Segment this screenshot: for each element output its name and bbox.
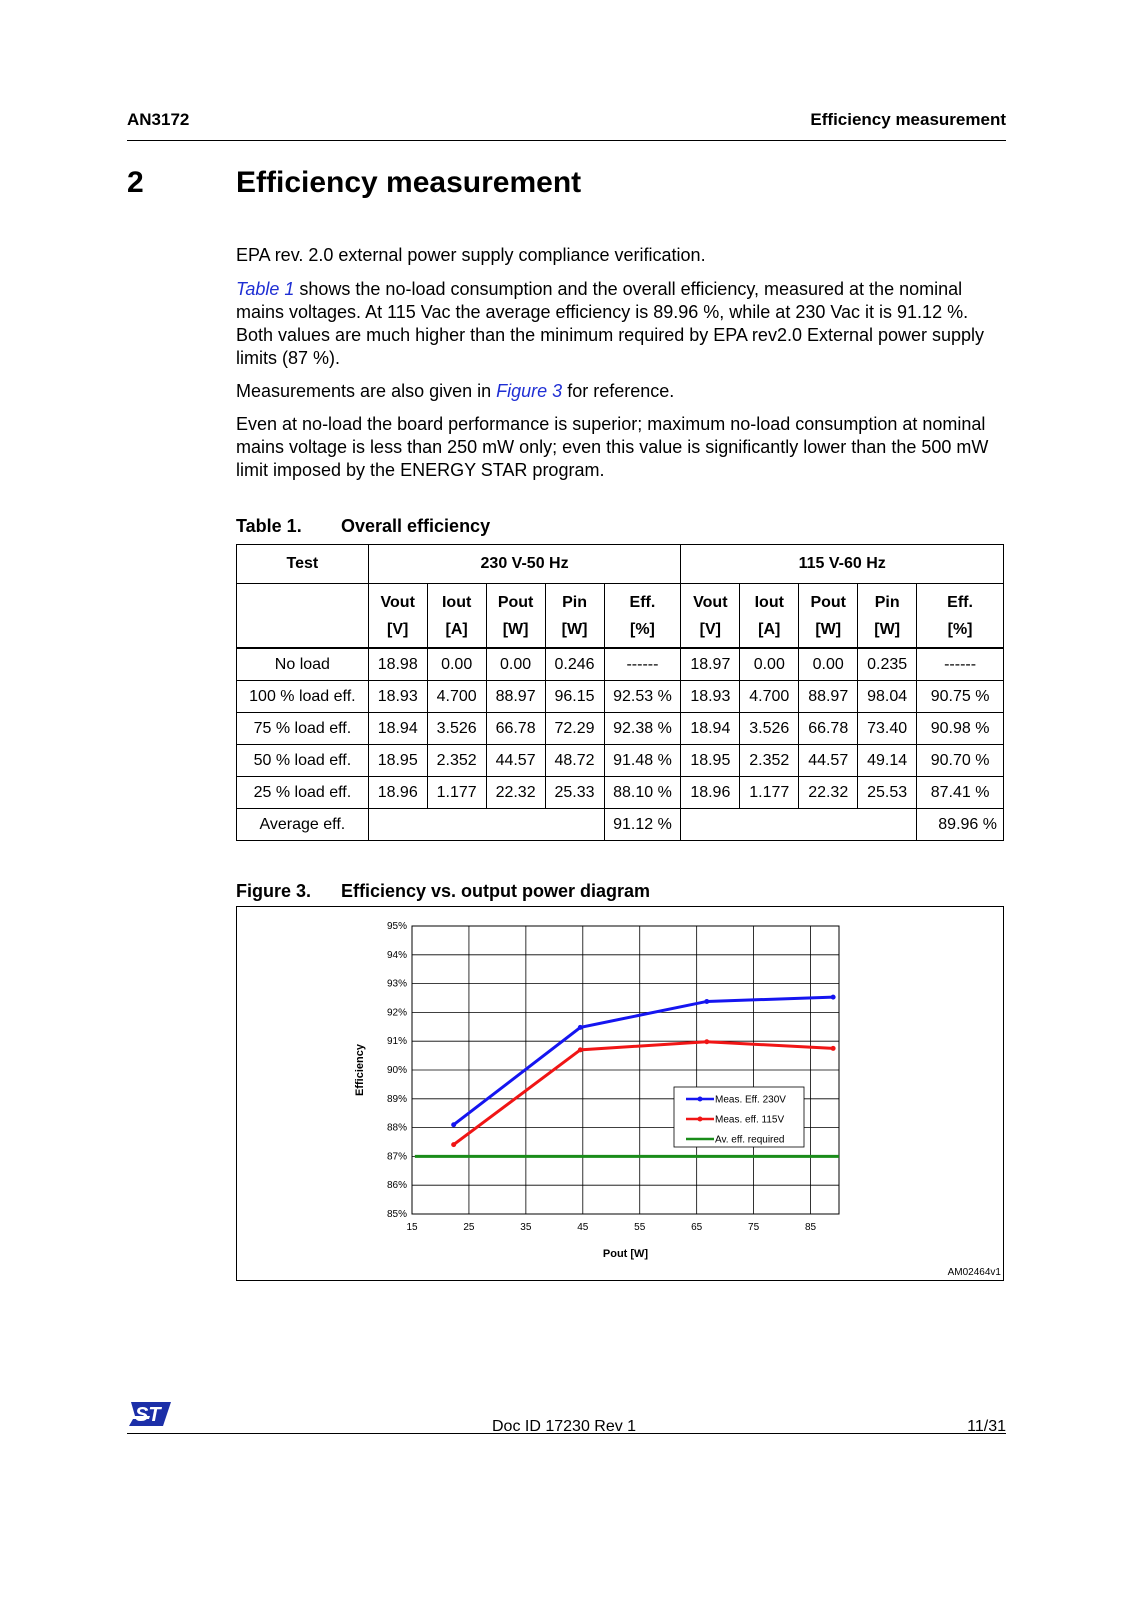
svg-text:ST: ST (135, 1404, 161, 1426)
table-cell: 92.53 % (604, 681, 681, 713)
th-vout-115: Vout [V] (681, 584, 740, 649)
th-test: Test (237, 545, 369, 584)
y-tick-label: 89% (386, 1093, 407, 1105)
table-cell: 0.00 (799, 648, 858, 681)
table-cell: 66.78 (799, 713, 858, 745)
legend-marker (698, 1097, 703, 1102)
table-cell: 18.94 (368, 713, 427, 745)
y-tick-label: 87% (386, 1151, 407, 1163)
table-cell-empty (681, 809, 917, 841)
y-tick-label: 92% (386, 1007, 407, 1019)
table-group-header-row (237, 545, 1004, 584)
x-tick-label: 75 (748, 1222, 760, 1233)
y-tick-label: 88% (386, 1122, 407, 1134)
table-cell-avg-230: 91.12 % (604, 809, 681, 841)
table-cell: 91.48 % (604, 745, 681, 777)
table-column-header-row (237, 584, 1004, 649)
table-cell: 2.352 (427, 745, 486, 777)
y-tick-label: 86% (386, 1180, 407, 1192)
legend-label: Meas. Eff. 230V (715, 1094, 786, 1106)
series-point (704, 999, 709, 1004)
efficiency-chart (237, 907, 1003, 1280)
table-cell: 0.00 (740, 648, 799, 681)
figure-caption-title: Efficiency vs. output power diagram (341, 881, 651, 901)
table-caption-label: Table 1. (236, 516, 302, 536)
th-vout-230: Vout [V] (368, 584, 427, 649)
y-tick-label: 91% (386, 1036, 407, 1048)
table-cell: 2.352 (740, 745, 799, 777)
th-iout-230: Iout [A] (427, 584, 486, 649)
table-cell: 18.98 (368, 648, 427, 681)
legend-label: Meas. eff. 115V (715, 1114, 785, 1126)
table-cell-label: 100 % load eff. (237, 681, 369, 713)
table-cell: 73.40 (858, 713, 917, 745)
table-cell: 49.14 (858, 745, 917, 777)
table-1-link[interactable]: Table 1 (236, 279, 295, 299)
table-cell: 4.700 (427, 681, 486, 713)
paragraph-figure-ref-pre: Measurements are also given in (236, 381, 497, 401)
table-cell: 96.15 (545, 681, 604, 713)
footer-doc-id: Doc ID 17230 Rev 1 (492, 1418, 637, 1435)
table-cell-label: 50 % load eff. (237, 745, 369, 777)
x-tick-label: 35 (520, 1222, 532, 1233)
table-cell: 88.10 % (604, 777, 681, 809)
th-eff-230: Eff. [%] (604, 584, 681, 649)
table-cell: 22.32 (486, 777, 545, 809)
table-cell: 72.29 (545, 713, 604, 745)
table-cell: 4.700 (740, 681, 799, 713)
th-group-115v: 115 V-60 Hz (681, 545, 1004, 584)
table-cell: 1.177 (740, 777, 799, 809)
running-header-title: Efficiency measurement (810, 110, 1006, 129)
table-cell-label: 75 % load eff. (237, 713, 369, 745)
table-cell: ------ (917, 648, 1004, 681)
y-axis-label: Efficiency (354, 1044, 366, 1096)
table-cell: 1.177 (427, 777, 486, 809)
legend-marker (698, 1117, 703, 1122)
table-cell-empty (368, 809, 604, 841)
table-cell: 87.41 % (917, 777, 1004, 809)
legend-label: Av. eff. required (715, 1134, 785, 1146)
paragraph-table-summary (236, 278, 1006, 370)
section-number: 2 (127, 166, 144, 199)
table-cell: 18.93 (681, 681, 740, 713)
paragraph-table-summary-text: shows the no-load consumption and the overall efficiency, measured at the nominal mains voltages. At 115 Vac the average efficiency is 89.96 %, while at 230 Vac it is 91.12 %. Both values are much higher than the minimum required by EPA rev2.0 External power supply limits (87 %). (236, 279, 985, 368)
table-cell: 22.32 (799, 777, 858, 809)
table-cell: 98.04 (858, 681, 917, 713)
y-tick-label: 94% (386, 949, 407, 961)
table-cell: 44.57 (799, 745, 858, 777)
th-pin-230: Pin [W] (545, 584, 604, 649)
table-cell: 3.526 (740, 713, 799, 745)
figure-id: AM02464v1 (947, 1267, 1001, 1278)
table-cell: 18.93 (368, 681, 427, 713)
table-cell: 18.97 (681, 648, 740, 681)
table-row (237, 777, 1004, 809)
table-row (237, 713, 1004, 745)
x-tick-label: 85 (804, 1222, 817, 1233)
table-cell: 18.95 (681, 745, 740, 777)
th-empty (237, 584, 369, 649)
y-tick-label: 90% (386, 1065, 407, 1076)
table-cell: 0.246 (545, 648, 604, 681)
st-logo (127, 1400, 173, 1428)
x-tick-label: 45 (577, 1222, 589, 1233)
x-tick-label: 55 (634, 1222, 646, 1233)
table-row (237, 648, 1004, 681)
series-point (704, 1039, 709, 1044)
section-title: Efficiency measurement (236, 166, 582, 199)
table-caption-title: Overall efficiency (341, 516, 491, 536)
table-cell: 25.53 (858, 777, 917, 809)
series-point (578, 1047, 583, 1052)
table-cell: 90.75 % (917, 681, 1004, 713)
table-cell: 18.95 (368, 745, 427, 777)
th-group-230v: 230 V-50 Hz (368, 545, 681, 584)
y-tick-label: 95% (386, 921, 407, 932)
footer-page-number: 11/31 (967, 1418, 1006, 1435)
th-iout-115: Iout [A] (740, 584, 799, 649)
efficiency-table (236, 544, 1004, 841)
table-cell: 92.38 % (604, 713, 681, 745)
th-pout-115: Pout [W] (799, 584, 858, 649)
table-cell-avg-115: 89.96 % (917, 809, 1004, 841)
table-row (237, 745, 1004, 777)
y-tick-label: 85% (386, 1209, 407, 1220)
x-tick-label: 65 (691, 1222, 703, 1233)
x-tick-label: 15 (406, 1222, 418, 1233)
figure-caption-label: Figure 3. (236, 881, 312, 901)
th-pin-115: Pin [W] (858, 584, 917, 649)
table-body (237, 648, 1004, 809)
table-cell: 3.526 (427, 713, 486, 745)
series-point (451, 1122, 456, 1127)
figure-3-link[interactable]: Figure 3 (496, 381, 563, 401)
table-cell: 25.33 (545, 777, 604, 809)
paragraph-no-load: Even at no-load the board performance is superior; maximum no-load consumption at nominal mains voltage is less than 250 mW only; even this value is significantly lower than the 500 mW limit imposed by the ENERGY STAR program. (236, 414, 989, 480)
table-cell: 18.96 (681, 777, 740, 809)
th-pout-230: Pout [W] (486, 584, 545, 649)
table-cell-label: No load (237, 648, 369, 681)
x-tick-label: 25 (463, 1222, 475, 1233)
series-point (831, 1046, 836, 1051)
table-cell: 48.72 (545, 745, 604, 777)
table-cell: ------ (604, 648, 681, 681)
table-row (237, 681, 1004, 713)
y-tick-label: 93% (386, 978, 407, 990)
table-cell: 0.235 (858, 648, 917, 681)
table-cell: 90.98 % (917, 713, 1004, 745)
table-cell: 88.97 (799, 681, 858, 713)
x-axis-label: Pout [W] (602, 1248, 649, 1260)
table-row-average (237, 809, 1004, 841)
table-cell: 90.70 % (917, 745, 1004, 777)
table-cell-label: 25 % load eff. (237, 777, 369, 809)
table-cell: 44.57 (486, 745, 545, 777)
series-point (451, 1142, 456, 1147)
th-eff-115: Eff. [%] (917, 584, 1004, 649)
table-cell: 0.00 (486, 648, 545, 681)
table-cell: 18.94 (681, 713, 740, 745)
series-point (578, 1025, 583, 1030)
series-point (831, 995, 836, 1000)
doc-code: AN3172 (127, 110, 190, 129)
table-cell: 66.78 (486, 713, 545, 745)
paragraph-figure-ref-post: for reference. (562, 381, 675, 401)
table-cell-label: Average eff. (237, 809, 369, 841)
figure-box (236, 906, 1004, 1281)
table-cell: 0.00 (427, 648, 486, 681)
paragraph-figure-ref (236, 380, 1006, 403)
table-cell: 88.97 (486, 681, 545, 713)
table-cell: 18.96 (368, 777, 427, 809)
paragraph-intro: EPA rev. 2.0 external power supply compliance verification. (236, 245, 706, 265)
header-rule (127, 140, 1006, 141)
